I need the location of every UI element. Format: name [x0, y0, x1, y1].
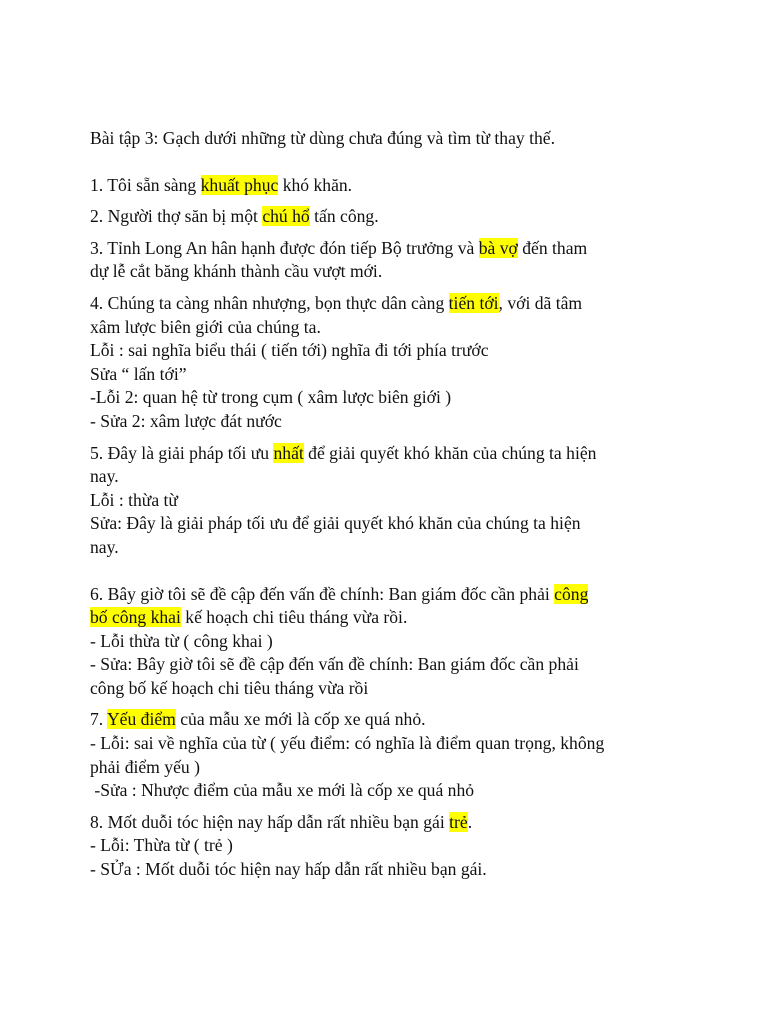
item-4-text-pre: 4. Chúng ta càng nhân nhượng, bọn thực dân càng: [90, 292, 449, 313]
item-3-text-post: đến tham: [517, 237, 588, 258]
item-5-fix-line-2: nay.: [90, 536, 119, 557]
item-6-highlight-1: công: [554, 583, 589, 604]
item-7-highlight: Yếu điểm: [106, 709, 176, 730]
item-5-line-2: nay.: [90, 466, 119, 487]
item-1-text-pre: 1. Tôi sẵn sàng: [90, 174, 201, 195]
item-2-text-pre: 2. Người thợ săn bị một: [90, 206, 263, 227]
item-8-text-post: .: [467, 811, 473, 832]
item-2-highlight: chú hổ: [262, 206, 310, 227]
item-3-text-pre: 3. Tỉnh Long An hân hạnh được đón tiếp Bộ trưởng và: [90, 237, 479, 258]
item-8-error: - Lỗi: Thừa từ ( trẻ ): [90, 835, 233, 856]
item-1: [90, 174, 680, 198]
item-6-error: - Lỗi thừa từ ( công khai ): [90, 630, 273, 651]
item-4-error: Lỗi : sai nghĩa biểu thái ( tiến tới) nghĩa đi tới phía trước: [90, 340, 489, 361]
item-4: [90, 292, 680, 434]
item-8-text-pre: 8. Mốt duỗi tóc hiện nay hấp dẫn rất nhiều bạn gái: [90, 811, 450, 832]
item-5: [90, 442, 680, 560]
item-4-line-2: xâm lược biên giới của chúng ta.: [90, 316, 321, 337]
item-6-text-pre: 6. Bây giờ tôi sẽ đề cập đến vấn đề chính: Ban giám đốc cần phải: [90, 583, 555, 604]
item-2-text-post: tấn công.: [309, 206, 379, 227]
item-5-error: Lỗi : thừa từ: [90, 489, 178, 510]
item-7-error-line-2: phải điểm yếu ): [90, 756, 200, 777]
item-3-line-2: dự lễ cắt băng khánh thành cầu vượt mới.: [90, 261, 383, 282]
item-8: [90, 811, 680, 882]
item-4-fix: Sửa “ lấn tới”: [90, 363, 187, 384]
item-6-text-post: kế hoạch chi tiêu tháng vừa rồi.: [180, 607, 408, 628]
item-4-error-2: -Lỗi 2: quan hệ từ trong cụm ( xâm lược biên giới ): [90, 387, 452, 408]
item-3-highlight: bà vợ: [478, 237, 518, 258]
item-1-highlight: khuất phục: [200, 174, 279, 195]
item-5-text-pre: 5. Đây là giải pháp tối ưu: [90, 442, 274, 463]
item-7-error-line-1: - Lỗi: sai về nghĩa của từ ( yếu điểm: có nghĩa là điểm quan trọng, không: [90, 733, 605, 754]
item-7: [90, 708, 680, 802]
item-7-text-pre: 7.: [90, 709, 107, 730]
document-body: [90, 127, 680, 882]
item-7-text-post: của mẫu xe mới là cốp xe quá nhỏ.: [175, 709, 426, 730]
item-8-highlight: trẻ: [449, 811, 468, 832]
item-4-highlight: tiến tới: [448, 292, 499, 313]
item-4-text-post: , với dã tâm: [498, 292, 583, 313]
item-5-text-post: để giải quyết khó khăn của chúng ta hiện: [303, 442, 597, 463]
item-1-text-post: khó khăn.: [278, 174, 353, 195]
item-6-fix-line-2: công bố kế hoạch chi tiêu tháng vừa rồi: [90, 677, 369, 698]
item-3: [90, 237, 680, 284]
item-4-fix-2: - Sửa 2: xâm lược đát nước: [90, 410, 282, 431]
item-2: [90, 205, 680, 229]
exercise-title: Bài tập 3: Gạch dưới những từ dùng chưa đúng và tìm từ thay thế.: [90, 128, 555, 148]
item-6-highlight-2: bố công khai: [90, 607, 181, 628]
item-7-fix: -Sửa : Nhược điểm của mẫu xe mới là cốp xe quá nhỏ: [90, 780, 475, 801]
item-5-highlight: nhất: [273, 442, 304, 463]
item-6: [90, 583, 680, 701]
item-5-fix-line-1: Sửa: Đây là giải pháp tối ưu để giải quyết khó khăn của chúng ta hiện: [90, 513, 581, 534]
item-8-fix: - SỬa : Mốt duỗi tóc hiện nay hấp dẫn rất nhiều bạn gái.: [90, 859, 487, 880]
item-6-fix-line-1: - Sửa: Bây giờ tôi sẽ đề cập đến vấn đề chính: Ban giám đốc cần phải: [90, 654, 579, 675]
